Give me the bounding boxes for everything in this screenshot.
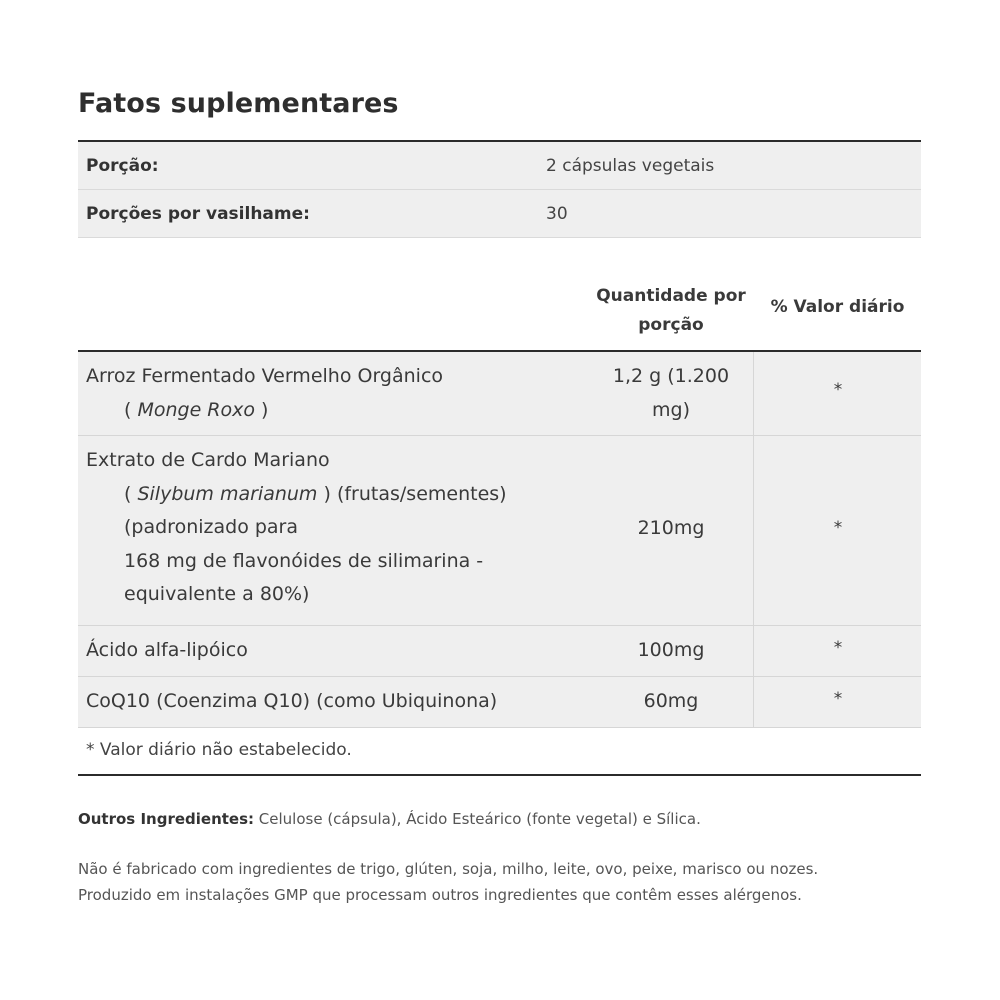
ingredient-detail-line: equivalente a 80%) <box>124 583 310 605</box>
table-row <box>78 677 921 728</box>
amount-per-serving-header <box>586 282 756 340</box>
ingredient-amount: 100mg <box>637 639 705 661</box>
daily-value-asterisk: * <box>833 518 843 538</box>
ingredient-name <box>86 444 507 612</box>
other-ingredients <box>78 810 701 828</box>
ingredient-name-line: Arroz Fermentado Vermelho Orgânico <box>86 365 444 387</box>
allergen-note-line: Produzido em instalações GMP que processam outros ingredientes que contêm esses alérgenos. <box>78 886 802 904</box>
ingredient-source-suffix: ) <box>255 398 269 421</box>
serving-size-value: 2 cápsulas vegetais <box>546 156 715 176</box>
ingredient-source <box>86 394 443 428</box>
allergen-note-line: Não é fabricado com ingredientes de trigo, glúten, soja, milho, leite, ovo, peixe, marisco ou nozes. <box>78 860 819 878</box>
ingredient-amount <box>586 360 756 427</box>
ingredient-name: CoQ10 (Coenzima Q10) (como Ubiquinona) <box>86 690 498 712</box>
ingredient-amount: 210mg <box>637 517 705 539</box>
daily-value-asterisk: * <box>833 689 843 709</box>
amount-header-line2: porção <box>638 315 704 335</box>
ingredient-table <box>78 352 921 776</box>
ingredient-source-prefix: ( <box>124 482 138 505</box>
footnote-row <box>78 728 921 776</box>
table-row <box>78 352 921 436</box>
ingredient-source-italic: Monge Roxo <box>137 398 255 421</box>
allergen-note <box>78 856 958 908</box>
daily-value-footnote: * Valor diário não estabelecido. <box>86 740 352 760</box>
nutrient-table-header <box>78 270 921 352</box>
ingredient-name: Ácido alfa-lipóico <box>86 639 248 661</box>
ingredient-daily-value <box>753 436 922 625</box>
ingredient-detail-line: (padronizado para <box>124 516 299 538</box>
daily-value-header: % Valor diário <box>770 297 905 317</box>
table-row <box>78 436 921 626</box>
table-row <box>78 626 921 677</box>
other-ingredients-text: Celulose (cápsula), Ácido Esteárico (fonte vegetal) e Sílica. <box>254 810 701 828</box>
daily-value-asterisk: * <box>833 380 843 400</box>
ingredient-daily-value <box>753 352 922 435</box>
ingredient-source-prefix: ( <box>124 398 138 421</box>
ingredient-name-line: Extrato de Cardo Mariano <box>86 449 330 471</box>
ingredient-amount-line2: mg) <box>652 398 690 421</box>
ingredient-daily-value <box>753 677 922 727</box>
other-ingredients-label: Outros Ingredientes: <box>78 810 255 828</box>
ingredient-detail-line: 168 mg de flavonóides de silimarina - <box>124 549 484 572</box>
ingredient-source <box>86 478 507 512</box>
serving-info-table <box>78 140 921 238</box>
daily-value-asterisk: * <box>833 638 843 658</box>
ingredient-source-italic: Silybum marianum <box>137 482 318 505</box>
amount-header-line1: Quantidade por <box>596 286 746 306</box>
servings-per-container-row <box>78 190 921 238</box>
ingredient-source-suffix: ) (frutas/sementes) <box>317 482 507 505</box>
ingredient-amount: 60mg <box>643 690 699 712</box>
servings-per-container-label: Porções por vasilhame: <box>86 204 310 224</box>
ingredient-amount-line1: 1,2 g (1.200 <box>612 365 730 387</box>
page-title: Fatos suplementares <box>78 88 399 119</box>
servings-per-container-value: 30 <box>546 204 568 224</box>
serving-size-row <box>78 142 921 190</box>
ingredient-daily-value <box>753 626 922 676</box>
ingredient-name <box>86 360 443 427</box>
serving-size-label: Porção: <box>86 156 159 176</box>
